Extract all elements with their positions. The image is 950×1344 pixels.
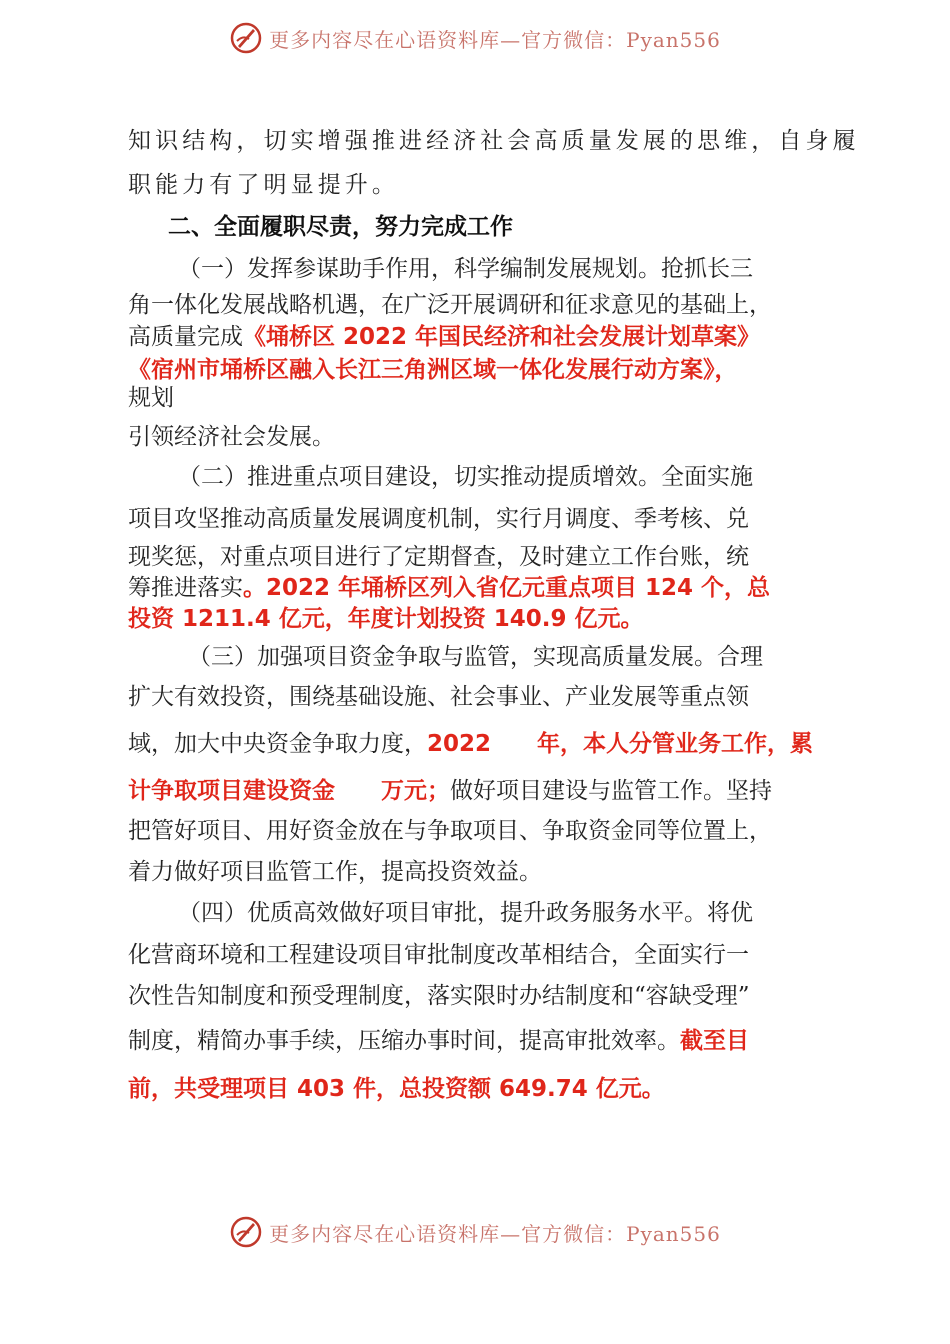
highlight-text: 前，共受理项目 403 件，总投资额 649.74 亿元。 <box>128 1076 665 1102</box>
text-line <box>128 729 813 759</box>
text-line: 引领经济社会发展。 <box>128 424 335 450</box>
text-line <box>128 322 760 352</box>
text-line: 职能力有了明显提升。 <box>128 172 399 198</box>
text-span: 做好项目建设与监管工作。坚持 <box>450 778 772 804</box>
text-line: 化营商环境和工程建设项目审批制度改革相结合，全面实行一 <box>128 942 749 968</box>
text-line <box>128 1026 749 1056</box>
text-line: 现奖惩，对重点项目进行了定期督查，及时建立工作台账，统 <box>128 544 749 570</box>
highlight-text: 2022 年，本人分管业务工作，累 <box>427 731 814 757</box>
highlight-text: 计争取项目建设资金 万元； <box>128 778 450 804</box>
text-line: 规划 <box>128 385 174 411</box>
highlight-text: 投资 1211.4 亿元，年度计划投资 140.9 亿元。 <box>128 606 644 632</box>
text-line: （三）加强项目资金争取与监管，实现高质量发展。合理 <box>188 644 763 670</box>
text-line: 知识结构，切实增强推进经济社会高质量发展的思维，自身履 <box>128 128 860 154</box>
text-line: 项目攻坚推动高质量发展调度机制，实行月调度、季考核、兑 <box>128 506 749 532</box>
highlight-text: 《埇桥区 2022 年国民经济和社会发展计划草案》 <box>243 324 761 350</box>
text-span: 筹推进落实 <box>128 575 243 601</box>
footer-banner <box>0 1212 950 1252</box>
text-line: 把管好项目、用好资金放在与争取项目、争取资金同等位置上， <box>128 818 772 844</box>
text-line: 次性告知制度和预受理制度，落实限时办结制度和“容缺受理” <box>128 983 750 1009</box>
text-line: （四）优质高效做好项目审批，提升政务服务水平。将优 <box>178 900 753 926</box>
text-span: 高质量完成 <box>128 324 243 350</box>
text-line <box>128 776 772 806</box>
text-line: （二）推进重点项目建设，切实推动提质增效。全面实施 <box>178 464 753 490</box>
text-line: （一）发挥参谋助手作用，科学编制发展规划。抢抓长三 <box>178 256 753 282</box>
section-heading: 二、全面履职尽责，努力完成工作 <box>168 214 513 240</box>
quill-seal-icon <box>229 1215 263 1249</box>
banner-text: 更多内容尽在心语资料库—官方微信：Pyan556 <box>269 1221 721 1246</box>
text-line <box>128 573 770 603</box>
highlight-text: 《宿州市埇桥区融入长江三角洲区域一体化发展行动方案》， <box>128 357 738 383</box>
text-line: 着力做好项目监管工作，提高投资效益。 <box>128 859 542 885</box>
text-line: 角一体化发展战略机遇，在广泛开展调研和征求意见的基础上， <box>128 292 772 318</box>
banner-text: 更多内容尽在心语资料库—官方微信：Pyan556 <box>269 27 721 52</box>
text-span: 域，加大中央资金争取力度， <box>128 731 427 757</box>
text-line: 扩大有效投资，围绕基础设施、社会事业、产业发展等重点领 <box>128 684 749 710</box>
text-span: 制度，精简办事手续，压缩办事时间，提高审批效率。 <box>128 1028 680 1054</box>
highlight-text: 。2022 年埇桥区列入省亿元重点项目 124 个，总 <box>243 575 771 601</box>
highlight-text: 截至目 <box>680 1028 749 1054</box>
